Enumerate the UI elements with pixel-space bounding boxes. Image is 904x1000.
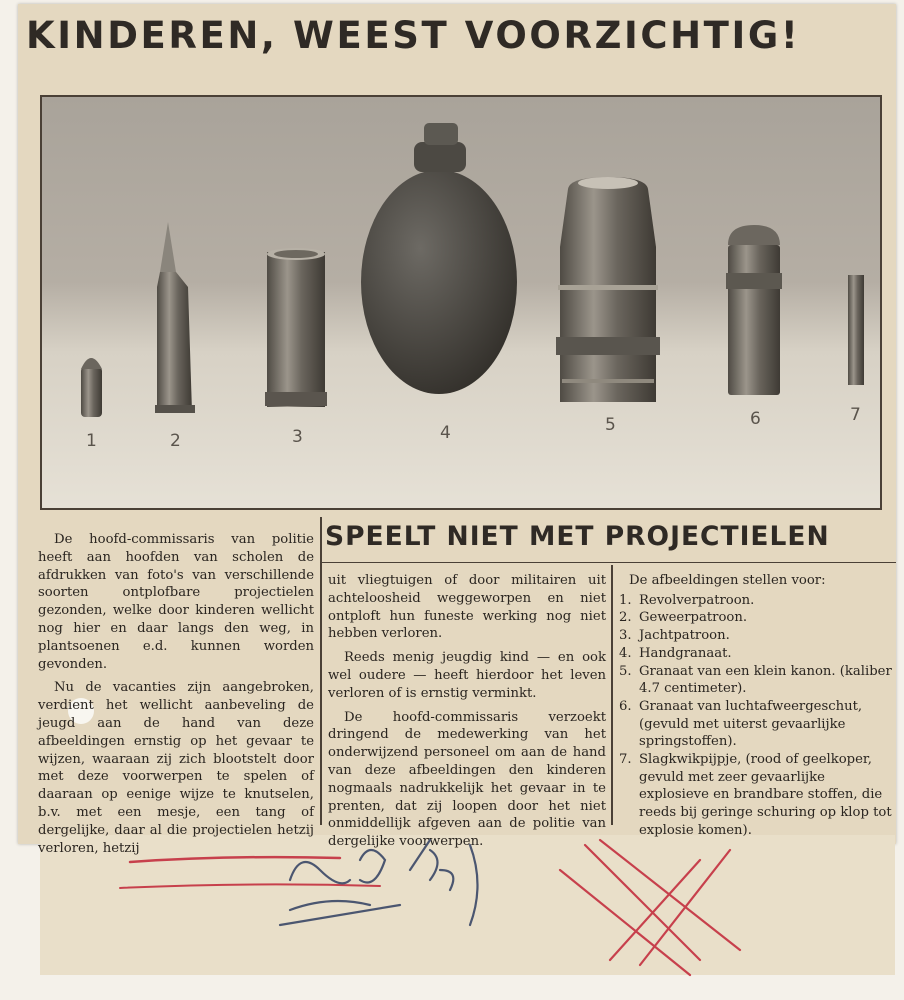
photo-label-5: 5: [605, 415, 616, 435]
paragraph: uit vliegtuigen of door militairen uit achteloosheid weggeworpen en niet ontploft hun funeste werking nog niet hebben verloren.: [328, 573, 606, 642]
headline: KINDEREN, WEEST VOORZICHTIG!: [26, 14, 801, 57]
paragraph: Nu de vacanties zijn aangebroken, verdient het wellicht aanbeveling de jeugd aan de hand van deze afbeeldingen ernstig op het gevaar te wijzen, waaraan zij zich blootstelt door met deze voorwerpen te spelen of daaraan op eenige wijze te knutselen, b.v. met een mesje, een tang of dergelijke, daar al die projectielen hetzij verloren, hetzij: [38, 680, 314, 856]
list-item: 5. Granaat van een klein kanon. (kaliber 4.7 centimeter).: [619, 663, 892, 697]
photo-label-4: 4: [440, 423, 451, 443]
list-item: 2. Geweerpatroon.: [619, 610, 748, 626]
photo-label-3: 3: [292, 427, 303, 447]
red-pencil-stroke: [120, 884, 380, 888]
list-item: 3. Jachtpatroon.: [619, 628, 730, 644]
photo-label-1: 1: [86, 431, 97, 451]
photo-label-6: 6: [750, 409, 761, 429]
paragraph: De hoofd-commissaris verzoekt dringend de medewerking van het onderwijzend personeel om aan de hand van deze afbeeldingen den kinderen nogmaals nadrukkelijk het gevaar in te prenten, dat zij loopen door het niet onmiddellijk afgeven aan de politie van dergelijke voorwerpen.: [328, 709, 606, 850]
list-intro: De afbeeldingen stellen voor:: [629, 573, 826, 588]
list-item: 6. Granaat van luchtafweergeschut, (gevuld met uiterst gevaarlijke springstoffen).: [619, 698, 863, 750]
list-item: 4. Handgranaat.: [619, 645, 732, 661]
blue-pencil-stroke: [280, 840, 438, 925]
list-item: 1. Revolverpatroon.: [619, 592, 755, 608]
photo-label-7: 7: [850, 405, 861, 425]
red-pencil-cross: [560, 840, 740, 975]
paragraph: De hoofd-commissaris van politie heeft aan hoofden van scholen de afdrukken van foto's van verschillende soorten ontplofbare projectielen gezonden, welke door kinderen wellicht nog hier en daar langs den weg, in plantsoenen e.d. kunnen worden gevonden.: [38, 532, 314, 672]
blue-pencil-stroke: [440, 845, 478, 925]
subheadline: SPEELT NIET MET PROJECTIELEN: [325, 521, 830, 552]
photo-label-2: 2: [170, 431, 181, 451]
paragraph: Reeds menig jeugdig kind — en ook wel oudere — heeft hierdoor het leven verloren of is ernstig verminkt.: [328, 650, 606, 701]
list-item: 7. Slagkwikpijpje, (rood of geelkoper, gevuld met zeer gevaarlijke explosieve en brandbare stoffen, die reeds bij geringe schuring op klop tot explosie komen).: [619, 752, 892, 838]
